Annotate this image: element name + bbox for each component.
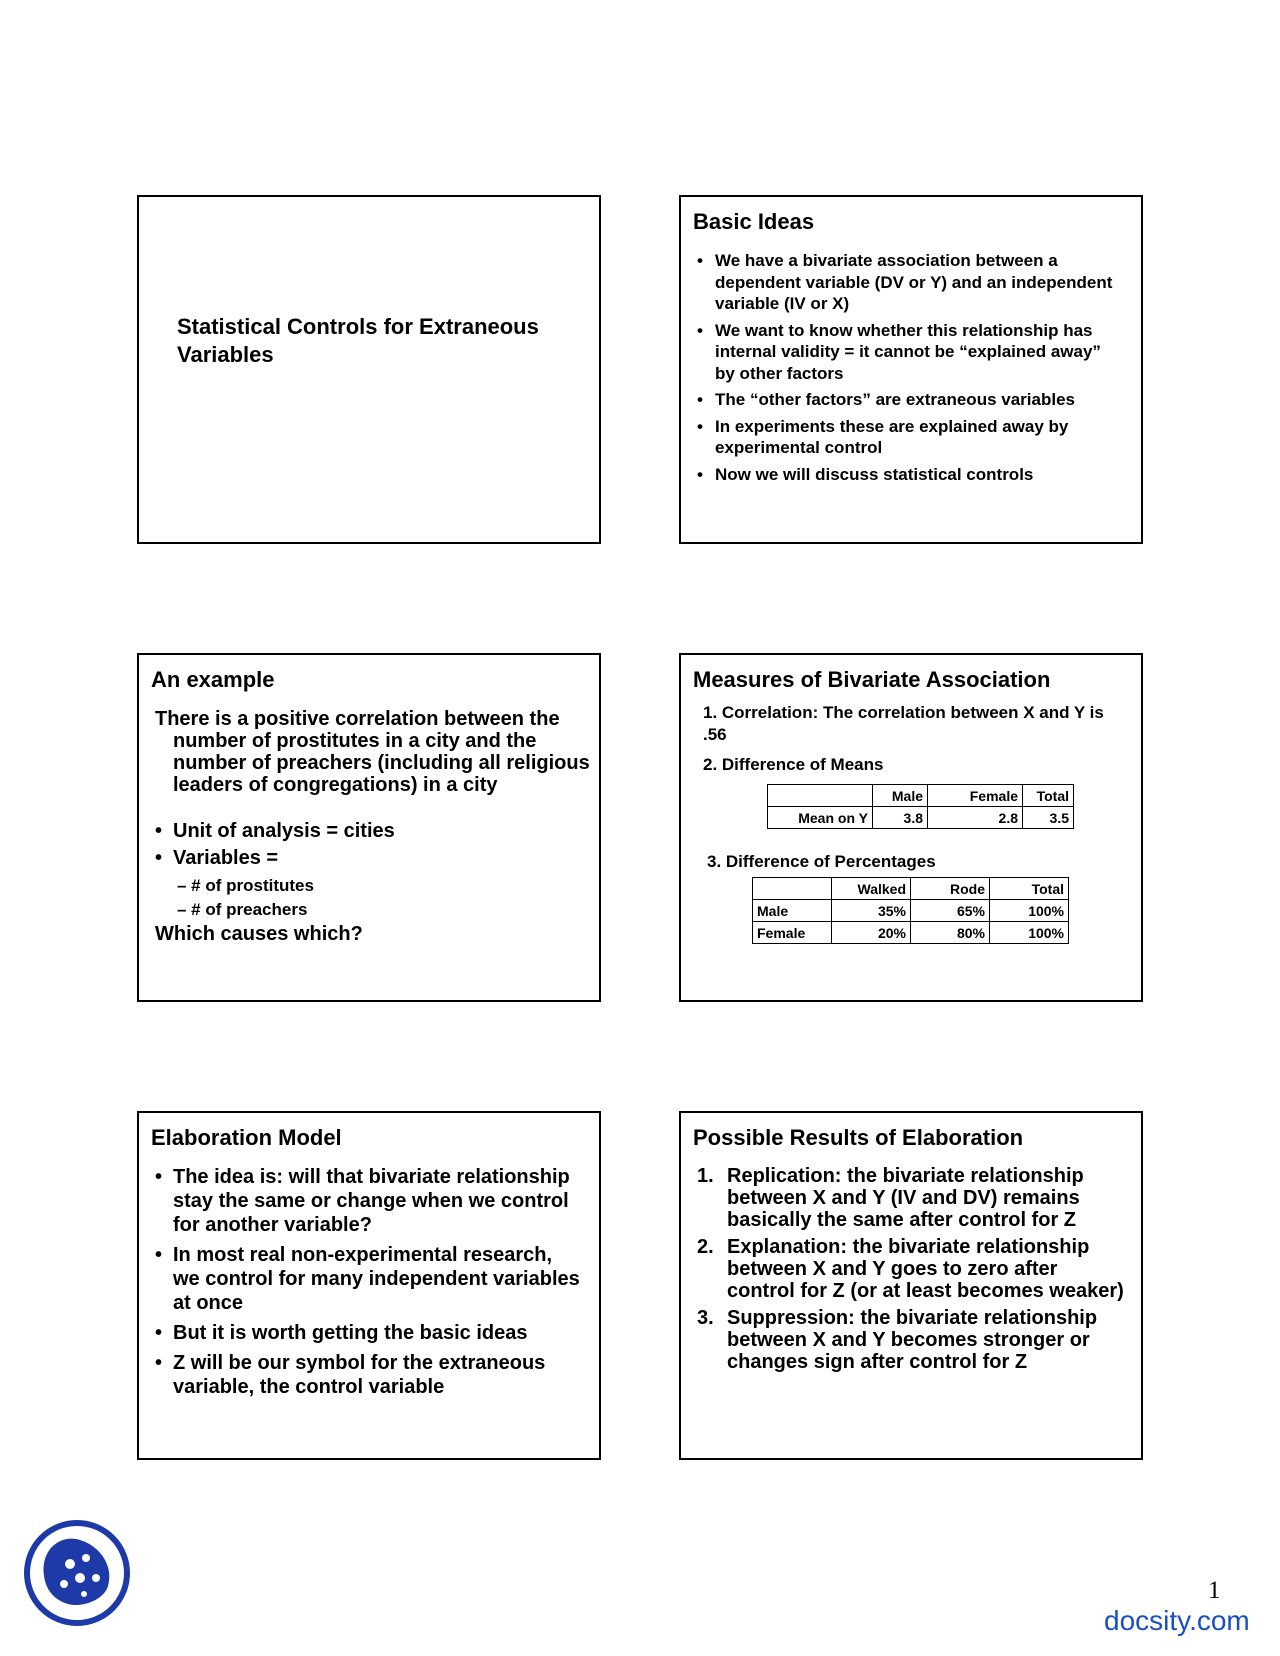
table-row — [768, 807, 1074, 829]
means-table — [767, 784, 1074, 829]
table-cell: 3.8 — [873, 807, 928, 829]
percentages-table — [752, 877, 1069, 944]
measure-means: 2. Difference of Means — [703, 755, 884, 774]
docsity-logo-icon[interactable] — [22, 1518, 132, 1633]
table-header-cell: Walked — [832, 878, 911, 900]
table-header-row — [768, 785, 1074, 807]
table-cell: 20% — [832, 922, 911, 944]
bullet-item: • We want to know whether this relationship has internal validity = it cannot be “explained away” by other factors — [695, 320, 1125, 385]
bullet-item: • In experiments these are explained away by experimental control — [695, 416, 1125, 459]
table-cell: 3.5 — [1023, 807, 1074, 829]
item-number: 2. — [697, 1236, 714, 1258]
sub-bullet-item: – # of preachers — [177, 900, 308, 919]
table-cell — [768, 785, 873, 807]
table-row-label: Female — [753, 922, 832, 944]
slide-6 — [679, 1111, 1143, 1460]
closing-question: Which causes which? — [155, 923, 363, 945]
table-row-label: Mean on Y — [768, 807, 873, 829]
numbered-list — [697, 1165, 1127, 1378]
intro-paragraph: There is a positive correlation between the number of prostitutes in a city and the number of preachers (including all religious leaders of congregations) in a city — [155, 708, 590, 796]
sub-bullet-list — [177, 874, 314, 922]
table-cell: 100% — [990, 922, 1069, 944]
table-header-cell: Rode — [911, 878, 990, 900]
table-header-cell: Total — [990, 878, 1069, 900]
table-header-cell: Total — [1023, 785, 1074, 807]
table-cell — [753, 878, 832, 900]
item-text: Suppression: the bivariate relationship between X and Y becomes stronger or changes sign after control for Z — [727, 1307, 1098, 1373]
bullet-item: • But it is worth getting the basic ideas — [153, 1321, 583, 1345]
bullet-list — [153, 820, 573, 874]
bullet-item: • We have a bivariate association between a dependent variable (DV or Y) and an independent variable (IV or X) — [695, 250, 1125, 315]
item-text: Replication: the bivariate relationship between X and Y (IV and DV) remains basically the same after control for Z — [727, 1165, 1084, 1231]
slide-title: Basic Ideas — [693, 209, 815, 234]
measure-percentages: 3. Difference of Percentages — [707, 852, 936, 871]
table-cell: 80% — [911, 922, 990, 944]
slide-title: Statistical Controls for Extraneous Variables — [177, 314, 539, 367]
bullet-item: • Z will be our symbol for the extraneous variable, the control variable — [153, 1351, 583, 1399]
item-number: 3. — [697, 1307, 714, 1329]
bullet-item: • The “other factors” are extraneous variables — [695, 389, 1125, 411]
table-cell: 2.8 — [928, 807, 1023, 829]
slide-1 — [137, 195, 601, 544]
bullet-item: • The idea is: will that bivariate relationship stay the same or change when we control for another variable? — [153, 1165, 583, 1237]
measure-correlation: 1. Correlation: The correlation between X and Y is .56 — [703, 703, 1104, 744]
item-text: Explanation: the bivariate relationship between X and Y goes to zero after control for Z (or at least becomes weaker) — [727, 1236, 1124, 1302]
bullet-item: • Variables = — [153, 847, 573, 870]
table-header-row — [753, 878, 1069, 900]
table-header-cell: Female — [928, 785, 1023, 807]
table-cell: 35% — [832, 900, 911, 922]
slide-title: Elaboration Model — [151, 1125, 342, 1150]
numbered-item — [697, 1165, 1127, 1231]
table-cell: 65% — [911, 900, 990, 922]
slide-title: Possible Results of Elaboration — [693, 1125, 1024, 1150]
numbered-item — [697, 1236, 1127, 1302]
slide-title: An example — [151, 667, 275, 692]
page-number: 1 — [1208, 1577, 1221, 1604]
bullet-item: • Unit of analysis = cities — [153, 820, 573, 843]
bullet-item: • In most real non-experimental research, we control for many independent variables at once — [153, 1243, 583, 1315]
table-cell: 100% — [990, 900, 1069, 922]
numbered-item — [697, 1307, 1127, 1373]
slide-4 — [679, 653, 1143, 1002]
table-row — [753, 922, 1069, 944]
slide-5 — [137, 1111, 601, 1460]
slide-title: Measures of Bivariate Association — [693, 667, 1051, 692]
item-number: 1. — [697, 1165, 714, 1187]
slide-3 — [137, 653, 601, 1002]
bullet-item: • Now we will discuss statistical controls — [695, 464, 1125, 486]
table-header-cell: Male — [873, 785, 928, 807]
table-row-label: Male — [753, 900, 832, 922]
bullet-list — [695, 250, 1125, 490]
bullet-list — [153, 1165, 583, 1405]
table-row — [753, 900, 1069, 922]
docsity-brand-link[interactable]: docsity.com — [1104, 1605, 1250, 1636]
slide-2 — [679, 195, 1143, 544]
sub-bullet-item: – # of prostitutes — [177, 876, 314, 895]
